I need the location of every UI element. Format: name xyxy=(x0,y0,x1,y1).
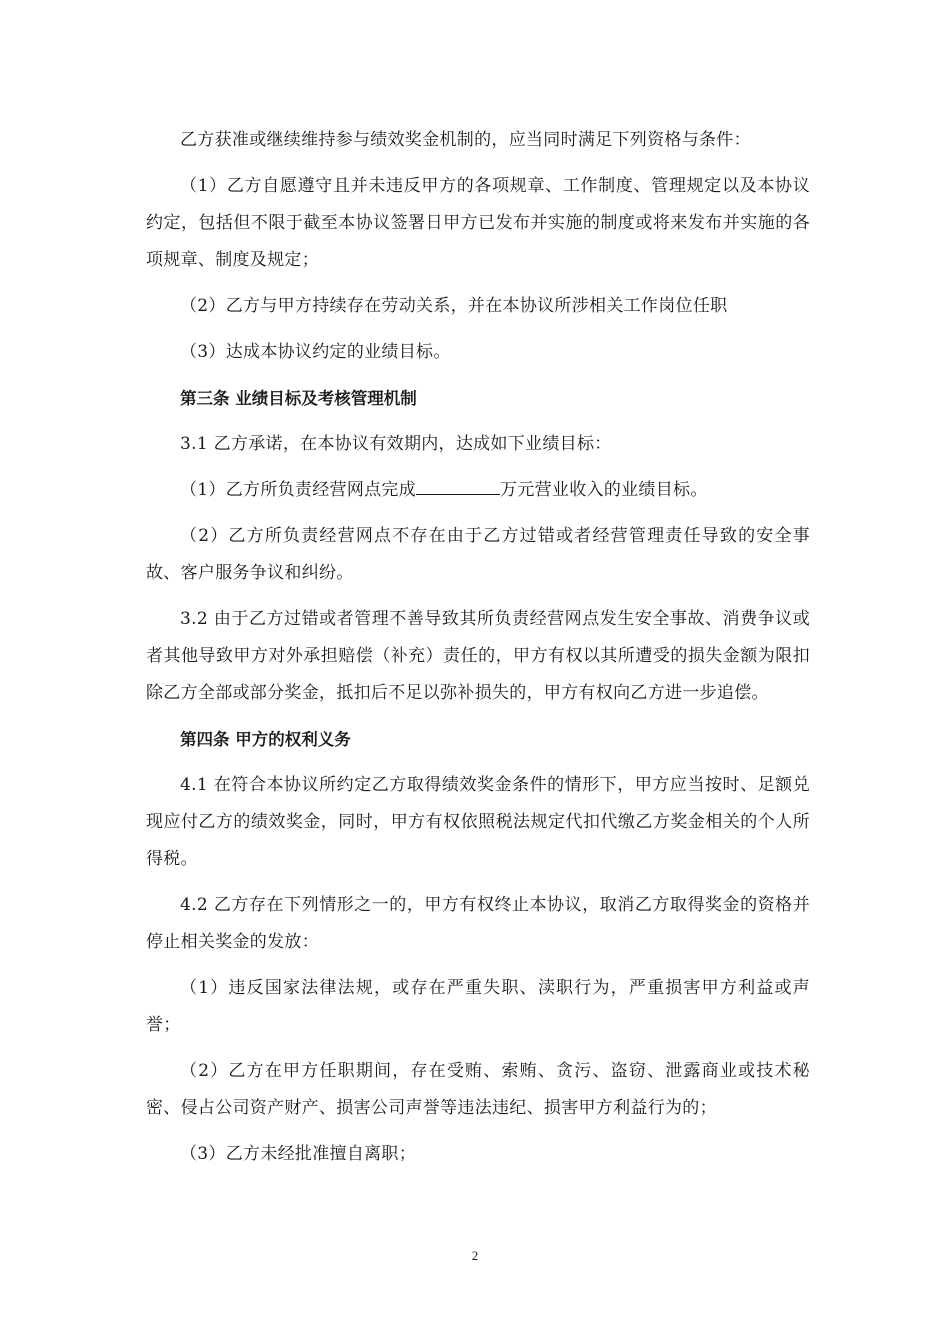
paragraph-eligibility-intro: 乙方获准或继续维持参与绩效奖金机制的，应当同时满足下列资格与条件： xyxy=(180,130,751,150)
document-body xyxy=(146,122,810,1182)
paragraph-termination-1: （1）违反国家法律法规，或存在严重失职、渎职行为，严重损害甲方利益或声誉； xyxy=(146,978,810,1035)
paragraph-termination-3: （3）乙方未经批准擅自离职； xyxy=(180,1144,417,1164)
heading-article-4: 第四条 甲方的权利义务 xyxy=(180,730,351,749)
paragraph-condition-3: （3）达成本协议约定的业绩目标。 xyxy=(180,342,451,362)
paragraph-condition-1: （1）乙方自愿遵守且并未违反甲方的各项规章、工作制度、管理规定以及本协议约定，包括但不限于截至本协议签署日甲方已发布并实施的制度或将来发布并实施的各项规章、制度及规定； xyxy=(146,176,810,270)
paragraph-target-2: （2）乙方所负责经营网点不存在由于乙方过错或者经营管理责任导致的安全事故、客户服务争议和纠纷。 xyxy=(146,526,810,583)
paragraph-4-2: 4.2 乙方存在下列情形之一的，甲方有权终止本协议，取消乙方取得奖金的资格并停止相关奖金的发放： xyxy=(146,895,810,952)
paragraph-3-1: 3.1 乙方承诺，在本协议有效期内，达成如下业绩目标： xyxy=(180,434,612,454)
heading-article-3: 第三条 业绩目标及考核管理机制 xyxy=(180,389,417,408)
revenue-blank-field xyxy=(416,478,500,495)
paragraph-3-2: 3.2 由于乙方过错或者管理不善导致其所负责经营网点发生安全事故、消费争议或者其他导致甲方对外承担赔偿（补充）责任的，甲方有权以其所遭受的损失金额为限扣除乙方全部或部分奖金，抵扣后不足以弥补损失的，甲方有权向乙方进一步追偿。 xyxy=(146,609,810,703)
paragraph-4-1: 4.1 在符合本协议所约定乙方取得绩效奖金条件的情形下，甲方应当按时、足额兑现应付乙方的绩效奖金，同时，甲方有权依照税法规定代扣代缴乙方奖金相关的个人所得税。 xyxy=(146,775,810,869)
paragraph-condition-2: （2）乙方与甲方持续存在劳动关系，并在本协议所涉相关工作岗位任职 xyxy=(180,296,728,316)
page-number: 2 xyxy=(471,1248,479,1263)
target-1-text-after: 万元营业收入的业绩目标。 xyxy=(500,480,708,500)
paragraph-target-1 xyxy=(146,472,810,509)
paragraph-termination-2: （2）乙方在甲方任职期间，存在受贿、索贿、贪污、盗窃、泄露商业或技术秘密、侵占公司资产财产、损害公司声誉等违法违纪、损害甲方利益行为的； xyxy=(146,1061,810,1118)
target-1-text-before: （1）乙方所负责经营网点完成 xyxy=(180,480,417,500)
